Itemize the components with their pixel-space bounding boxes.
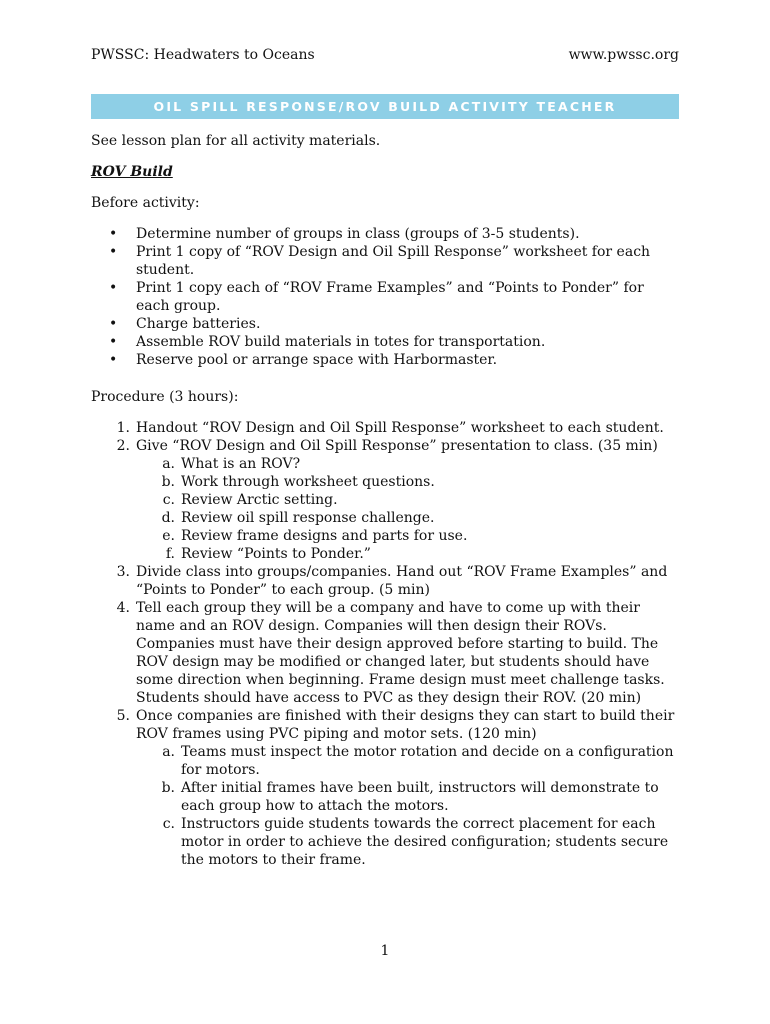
sub-step (136, 779, 691, 815)
sub-step (136, 491, 691, 509)
bullet-item (91, 333, 691, 351)
step-number: 5. (116, 708, 130, 724)
step-text: Give “ROV Design and Oil Spill Response” presentation to class. (35 min) (136, 438, 658, 454)
procedure-step (91, 599, 691, 707)
step-text: Tell each group they will be a company and have to come up with their name and an ROV design. Companies will then design their ROVs. Companies must have their design approved before starting to build. The ROV design may be modified or changed later, but students should have some direction when beginning. Frame design must meet challenge tasks. Students should have access to PVC as they design their ROV. (20 min) (136, 600, 665, 706)
bullet-item (91, 225, 691, 243)
bullet-text: Charge batteries. (136, 316, 261, 332)
sub-step (136, 509, 691, 527)
bullet-text: Determine number of groups in class (groups of 3-5 students). (136, 226, 580, 242)
header-url: www.pwssc.org (568, 47, 679, 63)
sub-step-letter: b. (161, 780, 175, 796)
bullet-item (91, 315, 691, 333)
procedure-label: Procedure (3 hours): (91, 389, 239, 405)
sub-step-letter: c. (162, 492, 175, 508)
sub-step (136, 545, 691, 563)
sub-step-list (136, 455, 691, 563)
bullet-text: Assemble ROV build materials in totes for transportation. (136, 334, 546, 350)
page-header (91, 46, 679, 64)
before-activity-label: Before activity: (91, 195, 200, 211)
step-number: 2. (116, 438, 130, 454)
sub-step-text: Teams must inspect the motor rotation and decide on a configuration for motors. (181, 744, 674, 778)
sub-step (136, 527, 691, 545)
bullet-text: Reserve pool or arrange space with Harbormaster. (136, 352, 498, 368)
bullet-text: Print 1 copy of “ROV Design and Oil Spill Response” worksheet for each student. (136, 244, 651, 278)
sub-step-text: Work through worksheet questions. (181, 474, 435, 490)
procedure-step (91, 437, 691, 563)
page-number: 1 (380, 943, 390, 959)
sub-step-text: Instructors guide students towards the correct placement for each motor in order to achieve the desired configuration; students secure the motors to their frame. (181, 816, 669, 868)
sub-step-text: Review oil spill response challenge. (181, 510, 435, 526)
sub-step-text: Review frame designs and parts for use. (181, 528, 468, 544)
intro-text: See lesson plan for all activity materials. (91, 133, 381, 149)
sub-step (136, 473, 691, 491)
sub-step-letter: e. (162, 528, 175, 544)
step-text: Once companies are finished with their designs they can start to build their ROV frames using PVC piping and motor sets. (120 min) (136, 708, 675, 742)
section-title: ROV Build (91, 164, 173, 180)
sub-step-text: What is an ROV? (181, 456, 301, 472)
sub-step (136, 815, 691, 869)
bullet-item (91, 351, 691, 369)
sub-step (136, 455, 691, 473)
sub-step-text: After initial frames have been built, instructors will demonstrate to each group how to attach the motors. (181, 780, 659, 814)
activity-title: OIL SPILL RESPONSE/ROV BUILD ACTIVITY TEACHER (153, 99, 617, 114)
sub-step-letter: b. (161, 474, 175, 490)
step-number: 1. (116, 420, 130, 436)
step-number: 4. (116, 600, 130, 616)
bullet-item (91, 279, 691, 315)
step-text: Handout “ROV Design and Oil Spill Response” worksheet to each student. (136, 420, 664, 436)
sub-step-text: Review Arctic setting. (181, 492, 338, 508)
procedure-step (91, 419, 691, 437)
bullet-text: Print 1 copy each of “ROV Frame Examples” and “Points to Ponder” for each group. (136, 280, 644, 314)
procedure-list (91, 419, 691, 869)
sub-step (136, 743, 691, 779)
sub-step-letter: c. (162, 816, 175, 832)
header-left-text: PWSSC: Headwaters to Oceans (91, 47, 315, 63)
document-body (91, 132, 691, 869)
sub-step-letter: d. (161, 510, 175, 526)
activity-title-banner (91, 94, 679, 119)
before-activity-list (91, 225, 691, 369)
procedure-step (91, 707, 691, 869)
step-text: Divide class into groups/companies. Hand out “ROV Frame Examples” and “Points to Ponder” to each group. (5 min) (136, 564, 668, 598)
step-number: 3. (116, 564, 130, 580)
sub-step-list (136, 743, 691, 869)
sub-step-letter: f. (165, 546, 175, 562)
sub-step-text: Review “Points to Ponder.” (181, 546, 371, 562)
bullet-item (91, 243, 691, 279)
procedure-step (91, 563, 691, 599)
sub-step-letter: a. (162, 456, 175, 472)
sub-step-letter: a. (162, 744, 175, 760)
